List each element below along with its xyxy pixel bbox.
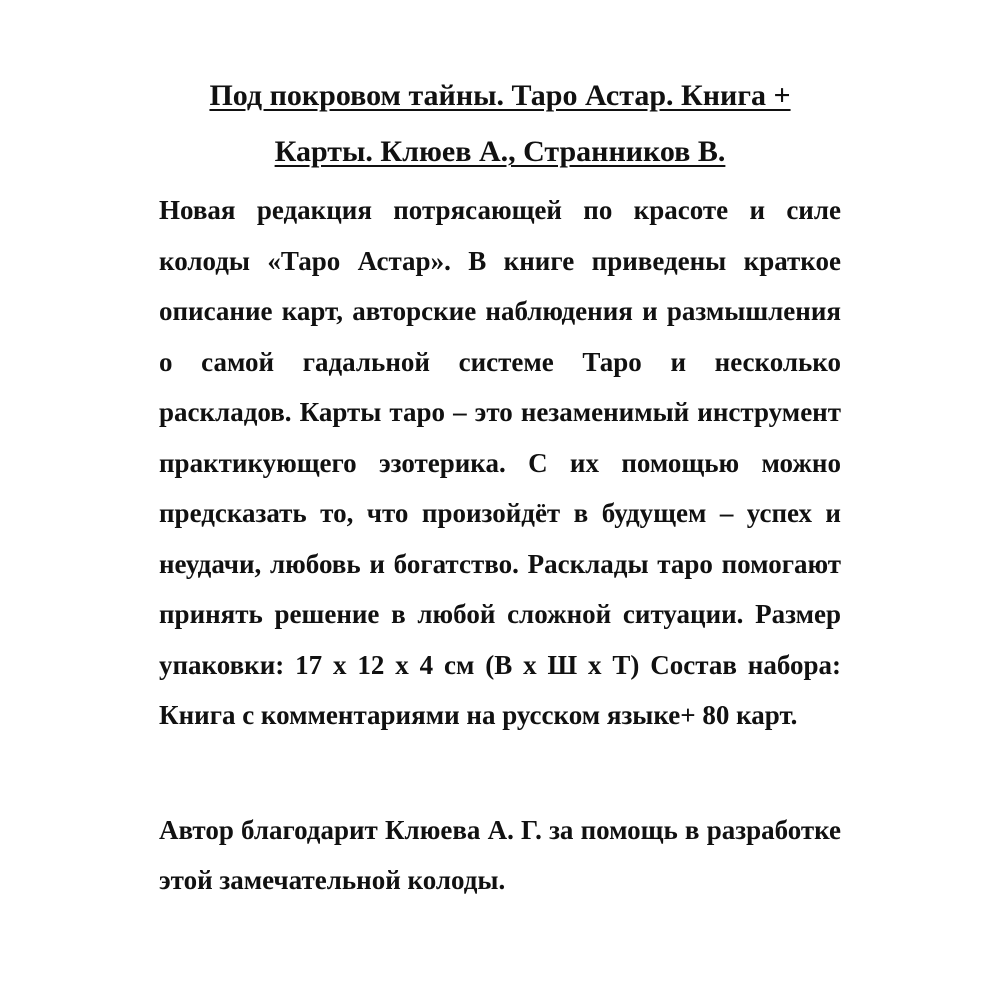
document-title: [100, 68, 900, 180]
description-paragraph: Новая редакция потрясающей по красоте и силе колоды «Таро Астар». В книге приведены краткое описание карт, авторские наблюдения и размышления о самой гадальной системе Таро и несколько раскладов. Карты таро – это незаменимый инструмент практикующего эзотерика. С их помощью можно предсказать то, что произойдёт в будущем – успех и неудачи, любовь и богатство. Расклады таро помогают принять решение в любой сложной ситуации. Размер упаковки: 17 х 12 х 4 см (В х Ш х Т) Состав набора: Книга с комментариями на русском языке+ 80 карт.: [159, 195, 841, 730]
acknowledgement-paragraph: Автор благодарит Клюева А. Г. за помощь в разработке этой замечательной колоды.: [159, 815, 841, 895]
title-line-1: Под покровом тайны. Таро Астар. Книга +: [209, 79, 791, 112]
title-line-2: Карты. Клюев А., Странников В.: [274, 135, 726, 168]
